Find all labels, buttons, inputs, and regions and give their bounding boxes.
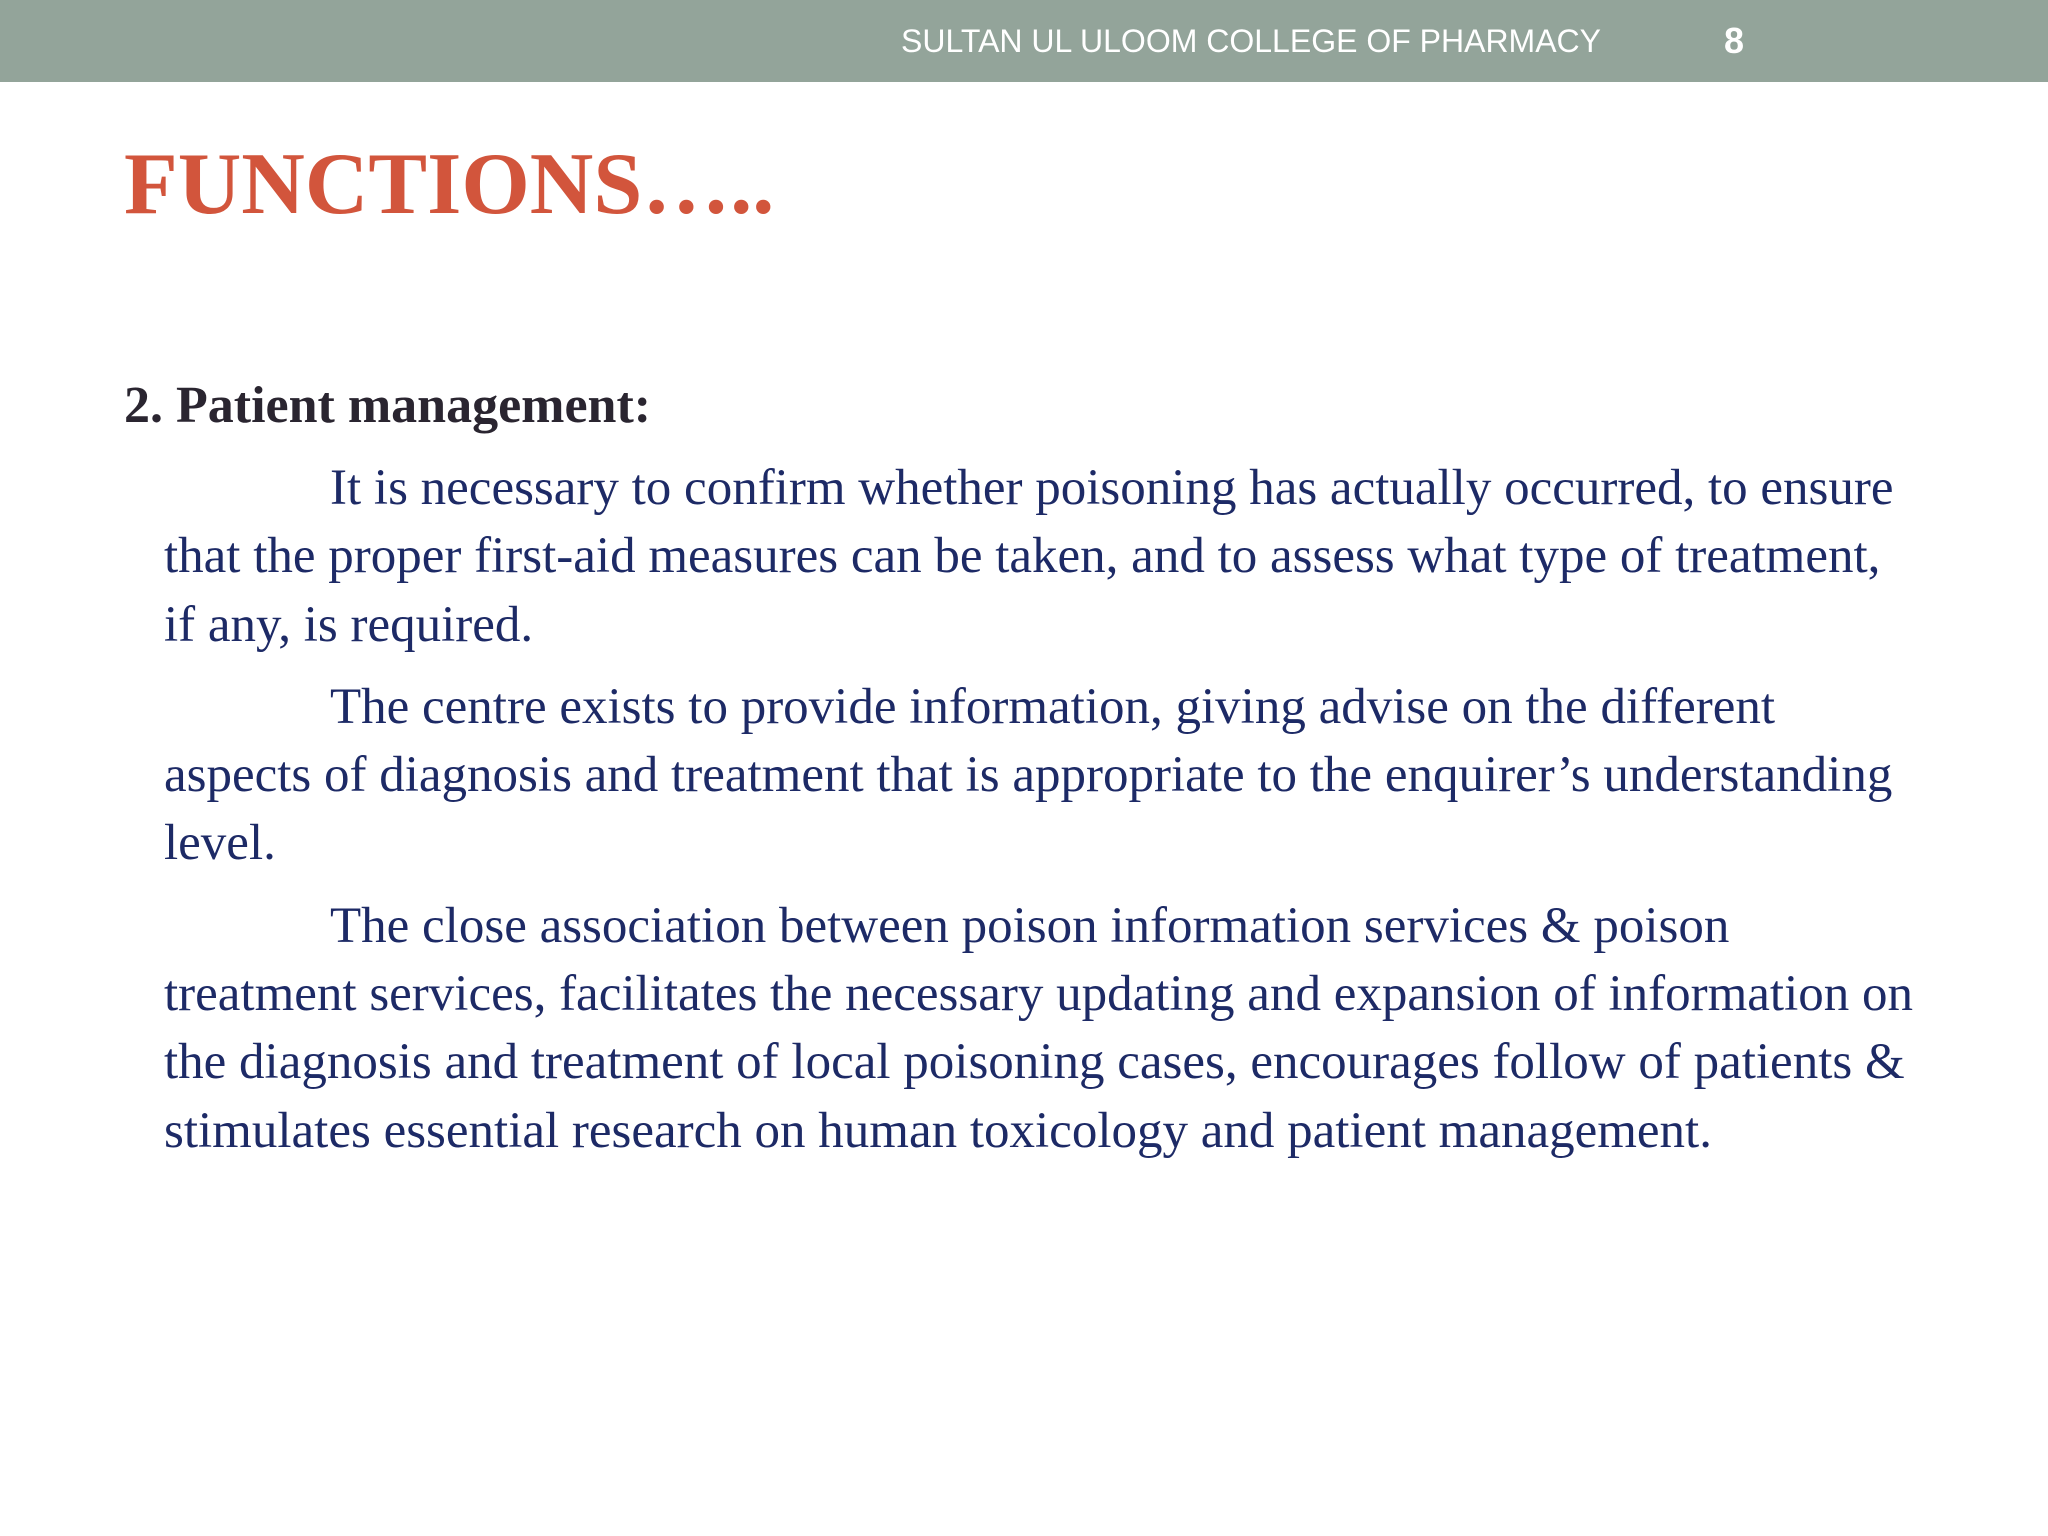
slide-title: FUNCTIONS….. — [124, 136, 775, 233]
header-bar — [0, 0, 2048, 82]
paragraph-1: It is necessary to confirm whether poisoning has actually occurred, to ensure that the proper first-aid measures can be taken, and to assess what type of treatment, if any, is required. — [164, 460, 1894, 653]
page-number: 8 — [1724, 20, 1745, 61]
paragraph-3: The close association between poison information services & poison treatment services, facilitates the necessary updating and expansion of information on the diagnosis and treatment of local poisoning cases, encourages follow of patients & stimulates essential research on human toxicology and patient management. — [164, 897, 1913, 1159]
section-heading: 2. Patient management: — [124, 377, 652, 434]
paragraph-2: The centre exists to provide information, giving advise on the different aspects of diagnosis and treatment that is appropriate to the enquirer’s understanding level. — [164, 678, 1893, 872]
body-text — [164, 454, 1924, 1179]
institution-name: SULTAN UL ULOOM COLLEGE OF PHARMACY — [901, 23, 1601, 59]
